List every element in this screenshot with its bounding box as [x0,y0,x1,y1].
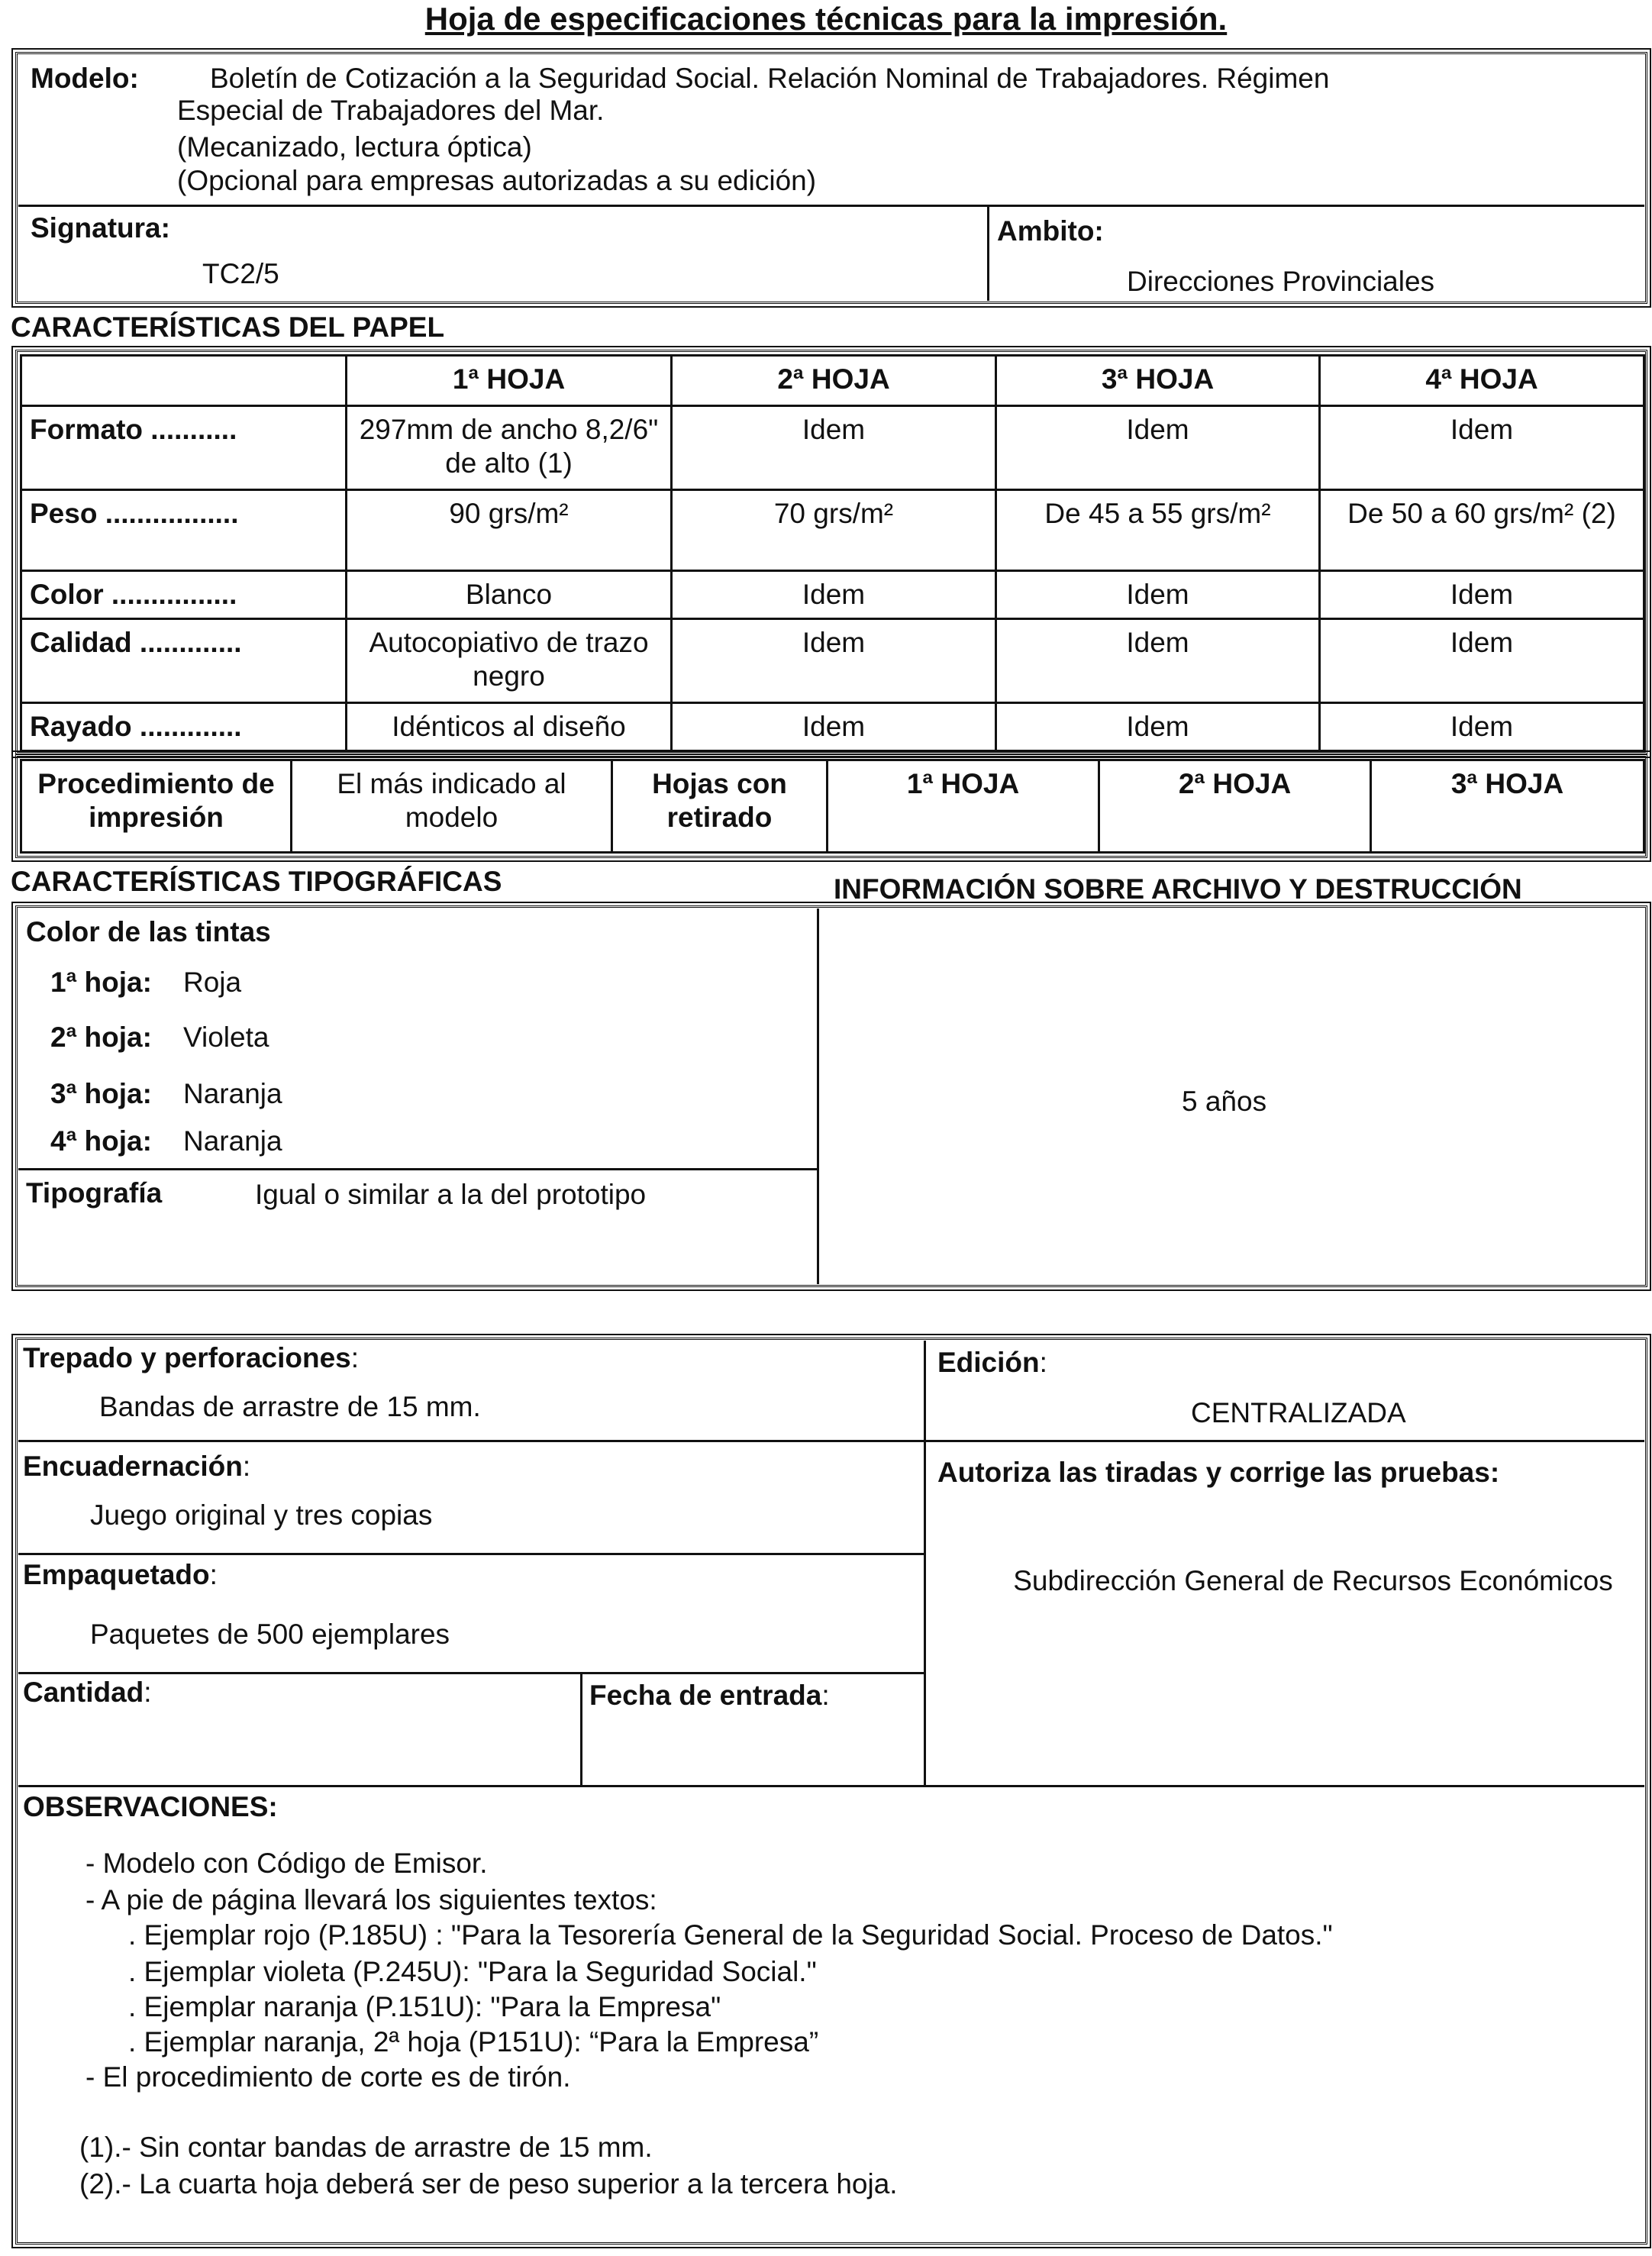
row-label-color: Color ................ [21,571,347,619]
papel-heading: CARACTERÍSTICAS DEL PAPEL [11,311,445,343]
table-cell: 297mm de ancho 8,2/6" de alto (1) [347,406,672,490]
page-title: Hoja de especificaciones técnicas para la impresión. [424,1,1228,37]
edicion-label-wrap: Edición: [937,1347,1047,1378]
retirado-hoja-2: 2ª HOJA [1099,760,1371,853]
observacion-line: - El procedimiento de corte es de tirón. [86,2061,571,2093]
modelo-line-1: Boletín de Cotización a la Seguridad Social. Relación Nominal de Trabajadores. Régimen [210,63,1330,94]
empaquetado-label-wrap: Empaquetado: [23,1559,218,1590]
table-cell: Idem [672,703,996,751]
table-cell: Idem [1320,406,1644,490]
tinta-4-value: Naranja [183,1125,282,1157]
table-row [21,490,1644,571]
fecha-label-wrap: Fecha de entrada: [589,1680,830,1711]
papel-header-row [21,356,1644,406]
tintas-label: Color de las tintas [26,916,271,947]
table-cell: Idem [996,619,1320,703]
footnote-2: (2).- La cuarta hoja deberá ser de peso superior a la tercera hoja. [79,2168,898,2200]
modelo-label: Modelo: [31,63,139,94]
archivo-value: 5 años [1182,1086,1267,1117]
tipografia-value: Igual o similar a la del prototipo [255,1179,647,1210]
encuadernacion-label: Encuadernación [23,1451,243,1482]
observaciones-label: OBSERVACIONES: [23,1791,278,1822]
table-cell: Autocopiativo de trazo negro [347,619,672,703]
row-label-peso: Peso ................. [21,490,347,571]
tipograficas-heading: CARACTERÍSTICAS TIPOGRÁFICAS [11,866,502,897]
table-cell: Idem [996,571,1320,619]
papel-header-1: 1ª HOJA [347,356,672,406]
table-row [21,571,1644,619]
modelo-line-2: Especial de Trabajadores del Mar. [177,95,605,126]
observacion-line: . Ejemplar rojo (P.185U) : "Para la Tesorería General de la Seguridad Social. Proceso de Datos." [128,1919,1333,1951]
table-cell: Blanco [347,571,672,619]
table-row [21,703,1644,751]
empaquetado-label: Empaquetado [23,1559,210,1590]
table-cell: Idénticos al diseño [347,703,672,751]
table-cell: De 50 a 60 grs/m² (2) [1320,490,1644,571]
ambito-label: Ambito: [997,215,1104,247]
papel-header-empty [21,356,347,406]
tinta-3-value: Naranja [183,1078,282,1109]
papel-header-4: 4ª HOJA [1320,356,1644,406]
observacion-line: - A pie de página llevará los siguientes textos: [86,1884,657,1916]
modelo-line-3: (Mecanizado, lectura óptica) [177,131,532,163]
table-cell: Idem [1320,619,1644,703]
table-cell: Idem [672,571,996,619]
tinta-2-label: 2ª hoja: [50,1021,152,1053]
cantidad-label-wrap: Cantidad: [23,1677,152,1708]
encuadernacion-label-wrap: Encuadernación: [23,1451,251,1482]
papel-header-3: 3ª HOJA [996,356,1320,406]
row-label-formato: Formato ........... [21,406,347,490]
procedimiento-value: El más indicado al modelo [292,760,612,853]
observacion-line: . Ejemplar naranja, 2ª hoja (P151U): “Para la Empresa” [128,2026,819,2058]
table-cell: Idem [672,406,996,490]
trepado-label: Trepado y perforaciones [23,1342,351,1373]
footnote-1: (1).- Sin contar bandas de arrastre de 15 mm. [79,2132,653,2163]
table-cell: 90 grs/m² [347,490,672,571]
tinta-3-label: 3ª hoja: [50,1078,152,1109]
table-cell: De 45 a 55 grs/m² [996,490,1320,571]
row-label-rayado: Rayado ............. [21,703,347,751]
table-cell: Idem [672,619,996,703]
tipografia-label: Tipografía [26,1177,163,1209]
autoriza-value: Subdirección General de Recursos Económicos [1013,1565,1613,1596]
row-label-calidad: Calidad ............. [21,619,347,703]
tinta-1-label: 1ª hoja: [50,967,152,998]
observacion-line: - Modelo con Código de Emisor. [86,1848,488,1879]
observacion-line: . Ejemplar violeta (P.245U): "Para la Seguridad Social." [128,1956,817,1987]
procedimiento-label: Procedimiento de impresión [21,760,292,853]
encuadernacion-value: Juego original y tres copias [90,1499,433,1531]
ambito-value: Direcciones Provinciales [1127,266,1435,297]
papel-header-2: 2ª HOJA [672,356,996,406]
table-row [21,619,1644,703]
signatura-value: TC2/5 [202,258,279,289]
papel-table [20,354,1645,752]
table-cell: Idem [1320,703,1644,751]
table-cell: Idem [1320,571,1644,619]
edicion-value: CENTRALIZADA [1191,1397,1406,1428]
autoriza-label: Autoriza las tiradas y corrige las pruebas: [937,1457,1500,1488]
edicion-label: Edición [937,1347,1040,1378]
modelo-line-4: (Opcional para empresas autorizadas a su edición) [177,165,817,196]
hojas-retirado-label: Hojas con retirado [612,760,828,853]
retirado-hoja-1: 1ª HOJA [828,760,1099,853]
tinta-1-value: Roja [183,967,242,998]
trepado-value: Bandas de arrastre de 15 mm. [99,1391,481,1422]
trepado-label-wrap: Trepado y perforaciones: [23,1342,360,1373]
cantidad-label: Cantidad [23,1677,144,1708]
procedimiento-table [20,759,1645,854]
table-cell: Idem [996,703,1320,751]
observacion-line: . Ejemplar naranja (P.151U): "Para la Empresa" [128,1991,721,2022]
signatura-label: Signatura: [31,212,170,244]
archivo-heading: INFORMACIÓN SOBRE ARCHIVO Y DESTRUCCIÓN [834,873,1522,905]
table-cell: Idem [996,406,1320,490]
tinta-4-label: 4ª hoja: [50,1125,152,1157]
empaquetado-value: Paquetes de 500 ejemplares [90,1619,450,1650]
retirado-hoja-3: 3ª HOJA [1371,760,1644,853]
table-row [21,406,1644,490]
tinta-2-value: Violeta [183,1021,269,1053]
fecha-label: Fecha de entrada [589,1680,822,1711]
table-cell: 70 grs/m² [672,490,996,571]
